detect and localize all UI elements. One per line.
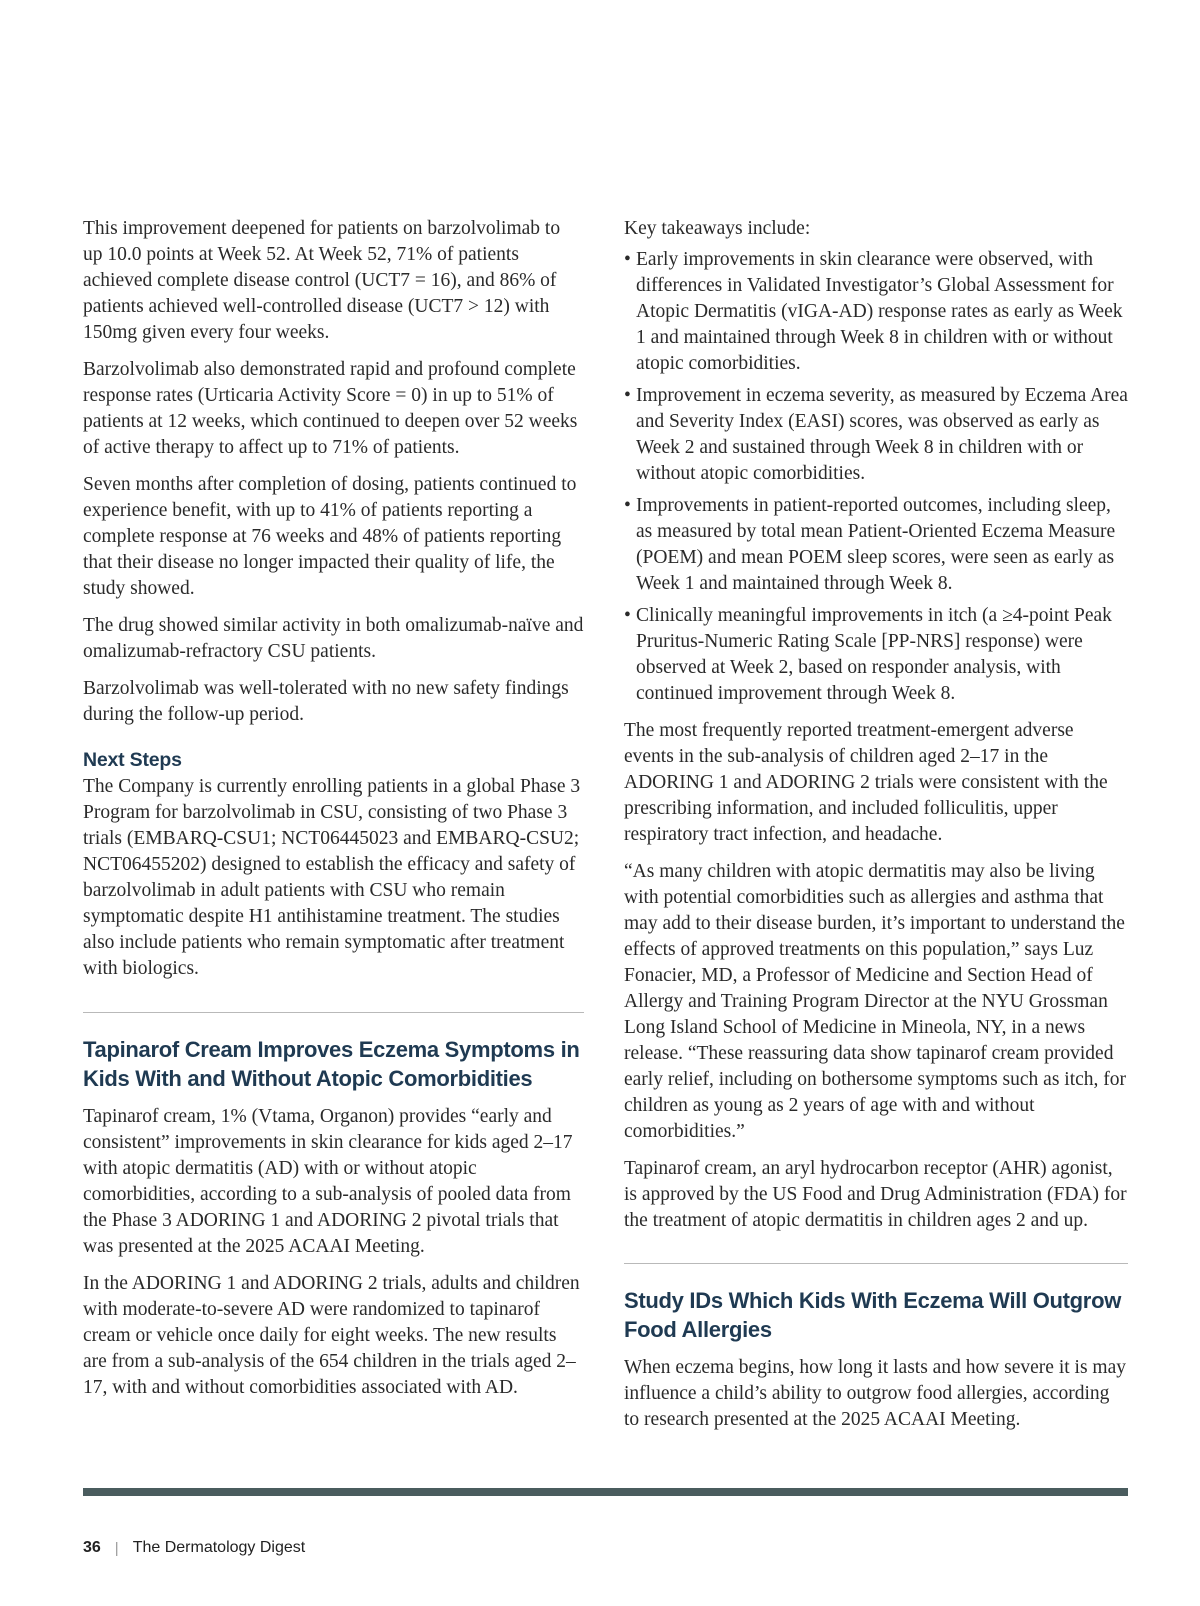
body-paragraph: When eczema begins, how long it lasts and how severe it is may influence a child’s ability to outgrow food allergies, according to research presented at the 2025 ACAAI Meeting. [624,1357,1126,1430]
list-item-text: Improvement in eczema severity, as measured by Eczema Area and Severity Index (EASI) scores, was observed as early as Week 2 and sustained through Week 8 in children with or without atopic comorbidities. [636,385,1128,484]
body-paragraph: The most frequently reported treatment-emergent adverse events in the sub-analysis of children aged 2–17 in the ADORING 1 and ADORING 2 trials were consistent with the prescribing information, and included folliculitis, upper respiratory tract infection, and headache. [624,720,1108,845]
list-item [624,383,1128,487]
page-number: 36 [83,1539,101,1556]
list-item [624,493,1128,597]
takeaways-intro: Key takeaways include: [624,218,811,239]
list-item-text: Early improvements in skin clearance were observed, with differences in Validated Investigator’s Global Assessment for Atopic Dermatitis (vIGA-AD) response rates as early as Week 1 and maintained through Week 8 in children with or without atopic comorbidities. [636,249,1123,374]
left-column [83,216,584,1412]
section-divider [83,1012,584,1013]
tapinarof-article-heading: Tapinarof Cream Improves Eczema Symptoms in Kids With and Without Atopic Comorbidities [83,1037,580,1091]
next-steps-heading: Next Steps [83,749,182,771]
footer-separator: | [114,1539,119,1557]
right-column [624,216,1128,1444]
publication-name: The Dermatology Digest [132,1539,306,1556]
body-paragraph: Barzolvolimab also demonstrated rapid and profound complete response rates (Urticaria Activity Score = 0) in up to 51% of patients at 12 weeks, which continued to deepen over 52 weeks of active therapy to affect up to 71% of patients. [83,359,578,458]
body-paragraph: Barzolvolimab was well-tolerated with no new safety findings during the follow-up period. [83,678,569,725]
list-item [624,247,1128,377]
next-steps-paragraph: The Company is currently enrolling patients in a global Phase 3 Program for barzolvolimab in CSU, consisting of two Phase 3 trials (EMBARQ-CSU1; NCT06445023 and EMBARQ-CSU2; NCT06455202) designed to establish the efficacy and safety of barzolvolimab in adult patients with CSU who remain symptomatic despite H1 antihistamine treatment. The studies also include patients who remain symptomatic after treatment with biologics. [83,776,581,979]
body-paragraph: In the ADORING 1 and ADORING 2 trials, adults and children with moderate-to-severe AD were randomized to tapinarof cream or vehicle once daily for eight weeks. The new results are from a sub-analysis of the 654 children in the trials aged 2–17, with and without comorbidities associated with AD. [83,1273,580,1398]
body-paragraph: Tapinarof cream, an aryl hydrocarbon receptor (AHR) agonist, is approved by the US Food and Drug Administration (FDA) for the treatment of atopic dermatitis in children ages 2 and up. [624,1158,1127,1231]
bullet-icon: • [624,385,631,406]
takeaways-list [624,247,1128,707]
body-paragraph: Tapinarof cream, 1% (Vtama, Organon) provides “early and consistent” improvements in skin clearance for kids aged 2–17 with atopic dermatitis (AD) with or without atopic comorbidities, according to a sub-analysis of pooled data from the Phase 3 ADORING 1 and ADORING 2 pivotal trials that was presented at the 2025 ACAAI Meeting. [83,1106,573,1257]
quote-paragraph: “As many children with atopic dermatitis may also be living with potential comorbidities such as allergies and asthma that may add to their disease burden, it’s important to understand the effects of approved treatments on this population,” says Luz Fonacier, MD, a Professor of Medicine and Section Head of Allergy and Training Program Director at the NYU Grossman Long Island School of Medicine in Mineola, NY, in a news release. “These reassuring data show tapinarof cream provided early relief, including on bothersome symptoms such as itch, for children as young as 2 years of age with and without comorbidities.” [624,861,1127,1142]
bottom-bar [83,1488,1128,1496]
list-item-text: Improvements in patient-reported outcomes, including sleep, as measured by total mean Patient-Oriented Eczema Measure (POEM) and mean POEM sleep scores, were seen as early as Week 1 and maintained through Week 8. [636,495,1116,594]
body-paragraph: The drug showed similar activity in both omalizumab-naïve and omalizumab-refractory CSU patients. [83,615,584,662]
study-article-heading: Study IDs Which Kids With Eczema Will Outgrow Food Allergies [624,1288,1122,1342]
body-paragraph: Seven months after completion of dosing, patients continued to experience benefit, with up to 41% of patients reporting a complete response at 76 weeks and 48% of patients reporting that their disease no longer impacted their quality of life, the study showed. [83,474,577,599]
bullet-icon: • [624,495,631,516]
bullet-icon: • [624,605,631,626]
list-item-text: Clinically meaningful improvements in itch (a ≥4-point Peak Pruritus-Numeric Rating Scale [PP-NRS] response) were observed at Week 2, based on responder analysis, with continued improvement through Week 8. [636,605,1112,704]
list-item [624,603,1128,707]
body-paragraph: This improvement deepened for patients on barzolvolimab to up 10.0 points at Week 52. At Week 52, 71% of patients achieved complete disease control (UCT7 = 16), and 86% of patients achieved well-controlled disease (UCT7 > 12) with 150mg given every four weeks. [83,218,561,343]
bullet-icon: • [624,249,631,270]
section-divider [624,1263,1128,1264]
page-footer [83,1539,305,1557]
